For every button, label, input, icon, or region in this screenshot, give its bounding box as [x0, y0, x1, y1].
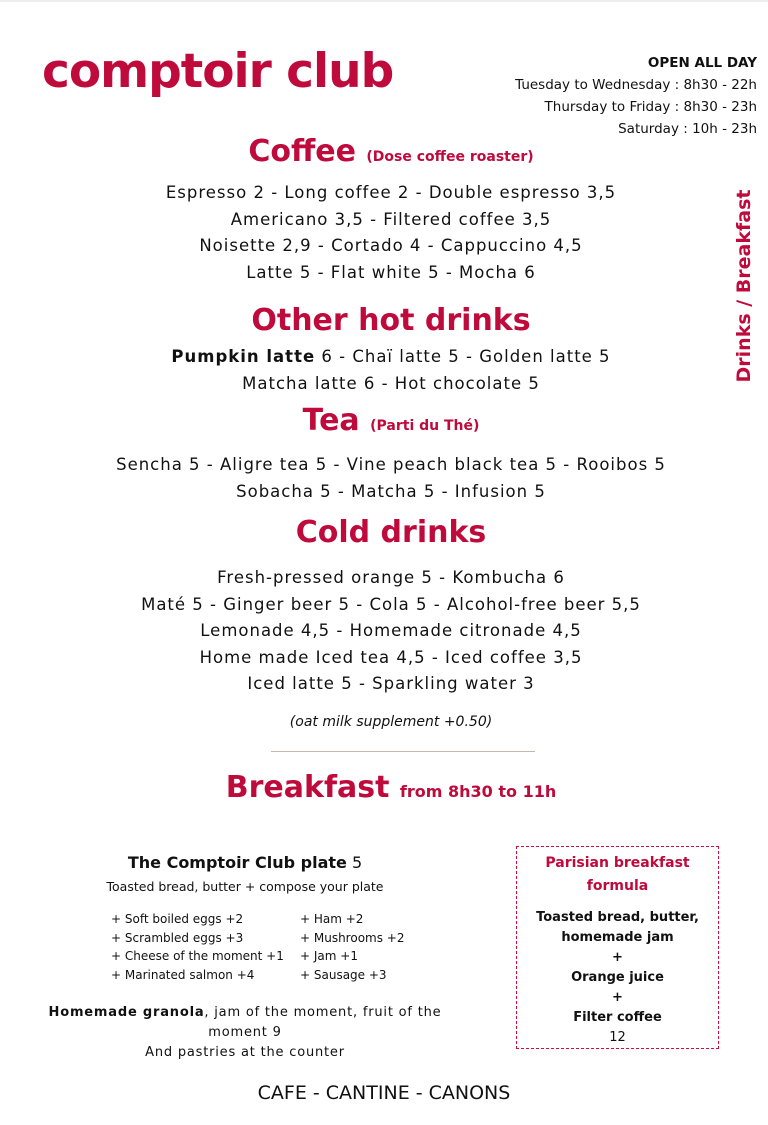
menu-line: Home made Iced tea 4,5 - Iced coffee 3,5 [199, 647, 583, 667]
menu-line: Fresh-pressed orange 5 - Kombucha 6 [217, 568, 565, 587]
breakfast-formula-box [516, 846, 719, 1049]
hours-line: Tuesday to Wednesday : 8h30 - 22h [515, 77, 757, 93]
plate-name: The Comptoir Club plate [127, 853, 347, 872]
plate-heading [0, 853, 490, 872]
coffee-list [0, 180, 768, 286]
plate-option: + Cheese of the moment +1 [111, 949, 284, 963]
plate-options-right [300, 910, 404, 984]
menu-line: Matcha latte 6 - Hot chocolate 5 [242, 373, 540, 393]
formula-line: + [612, 950, 623, 965]
granola-text: , jam of the moment, fruit of the [204, 1005, 442, 1020]
tea-subtitle: (Parti du Thé) [370, 418, 480, 434]
cold-drinks-list [0, 565, 768, 698]
menu-line [0, 344, 768, 371]
menu-line: Lemonade 4,5 - Homemade citronade 4,5 [200, 621, 582, 640]
featured-item: Pumpkin latte [171, 347, 316, 366]
formula-price: 12 [609, 1030, 626, 1045]
footer-tagline: CAFE - CANTINE - CANONS [257, 1082, 511, 1104]
tea-list [0, 452, 768, 505]
milk-note: (oat milk supplement +0.50) [289, 714, 493, 730]
plate-option: + Soft boiled eggs +2 [111, 912, 244, 926]
plate-description: Toasted bread, butter + compose your plate [106, 879, 384, 894]
menu-line: Americano 3,5 - Filtered coffee 3,5 [230, 209, 552, 229]
hours-line: Thursday to Friday : 8h30 - 23h [544, 99, 757, 115]
hours-title: OPEN ALL DAY [647, 55, 757, 71]
formula-line: Toasted bread, butter, [536, 910, 699, 925]
plate-option: + Ham +2 [300, 912, 364, 926]
formula-line: Orange juice [571, 970, 664, 985]
breakfast-title: Breakfast [225, 770, 390, 805]
top-divider [0, 0, 768, 2]
section-divider [271, 751, 535, 752]
formula-title-line: Parisian breakfast [545, 855, 690, 871]
menu-line: Iced latte 5 - Sparkling water 3 [247, 674, 535, 693]
granola-line: moment 9 [208, 1025, 282, 1040]
plate-option: + Scrambled eggs +3 [111, 930, 244, 945]
menu-line: Latte 5 - Flat white 5 - Mocha 6 [246, 262, 536, 282]
tea-title: Tea [302, 403, 360, 438]
menu-line-rest: 6 - Chaï latte 5 - Golden latte 5 [315, 347, 611, 366]
coffee-subtitle: (Dose coffee roaster) [366, 149, 534, 165]
breakfast-heading [0, 770, 768, 805]
hot-drinks-heading: Other hot drinks [251, 303, 531, 338]
hot-drinks-list [0, 344, 768, 397]
brand-title: comptoir club [42, 44, 394, 99]
formula-title [517, 852, 718, 898]
formula-line: Filter coffee [573, 1010, 662, 1025]
pastries-line: And pastries at the counter [145, 1045, 345, 1060]
opening-hours [515, 52, 757, 140]
formula-line: homemade jam [561, 930, 674, 945]
menu-line: Noisette 2,9 - Cortado 4 - Cappuccino 4,5 [199, 236, 583, 255]
menu-line: Sencha 5 - Aligre tea 5 - Vine peach black tea 5 - Rooibos 5 [116, 455, 666, 474]
plate-options-left [111, 910, 284, 984]
coffee-title: Coffee [248, 134, 356, 169]
tea-heading [0, 403, 768, 438]
formula-body [517, 908, 718, 1048]
menu-line: Maté 5 - Ginger beer 5 - Cola 5 - Alcohol-free beer 5,5 [141, 594, 641, 614]
side-section-label: Drinks / Breakfast [733, 189, 755, 383]
granola-block [0, 1003, 490, 1063]
plate-option: + Sausage +3 [300, 967, 387, 982]
granola-line [0, 1003, 490, 1023]
plate-price: 5 [346, 853, 363, 872]
cold-drinks-heading: Cold drinks [295, 515, 487, 550]
menu-line: Sobacha 5 - Matcha 5 - Infusion 5 [236, 481, 546, 501]
formula-line: + [612, 990, 623, 1005]
granola-title: Homemade granola [48, 1005, 205, 1020]
plate-option: + Jam +1 [300, 949, 358, 963]
coffee-heading [0, 134, 768, 169]
plate-option: + Mushrooms +2 [300, 930, 405, 945]
formula-title-line: formula [586, 878, 649, 894]
hours-line: Saturday : 10h - 23h [618, 121, 757, 137]
menu-line: Espresso 2 - Long coffee 2 - Double espresso 3,5 [165, 183, 617, 202]
plate-option: + Marinated salmon +4 [111, 967, 255, 982]
breakfast-subtitle: from 8h30 to 11h [399, 782, 557, 801]
